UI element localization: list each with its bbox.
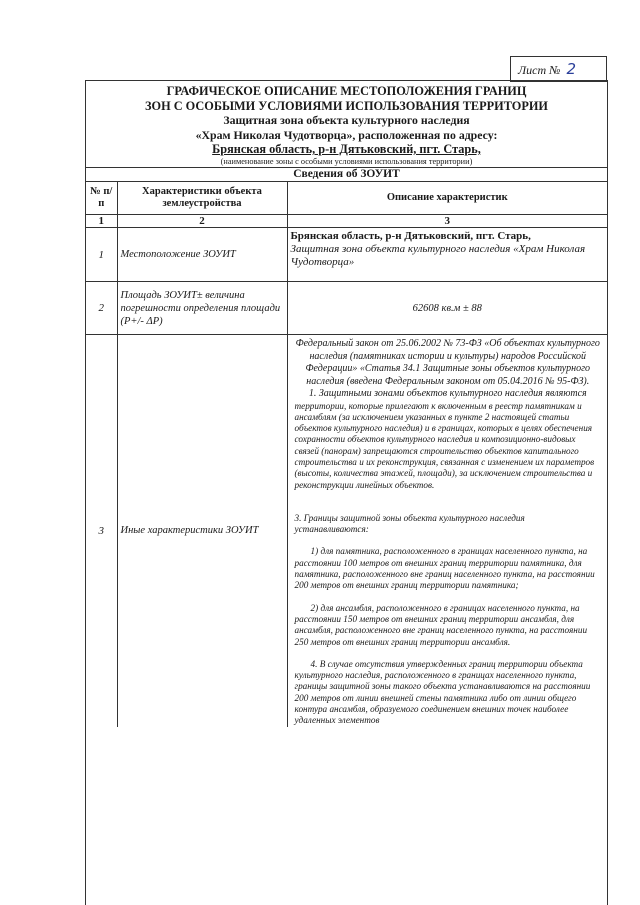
address: Брянская область, р-н Дятьковский, пгт. Старь,: [212, 142, 481, 156]
location-address: Брянская область, р-н Дятьковский, пгт. Старь,: [290, 230, 531, 242]
title-line-1: ГРАФИЧЕСКОЕ ОПИСАНИЕ МЕСТОПОЛОЖЕНИЯ ГРАНИЦ: [166, 84, 527, 98]
header-note: (наименование зоны с особыми условиями использования территории): [220, 157, 473, 166]
row-number: 1: [86, 228, 117, 282]
section-title: Сведения об ЗОУИТ: [86, 167, 607, 181]
row-name: Площадь ЗОУИТ± величина погрешности определения площади (P+/- ΔP): [117, 282, 287, 335]
row-number: 2: [86, 282, 117, 335]
table-row: [86, 282, 607, 335]
row-number: 3: [86, 335, 117, 727]
object-line: «Храм Николая Чудотворца», расположенная по адресу:: [195, 127, 498, 142]
table-row: [86, 228, 607, 282]
title-line-2: ЗОН С ОСОБЫМИ УСЛОВИЯМИ ИСПОЛЬЗОВАНИЯ ТЕРРИТОРИИ: [145, 98, 548, 113]
table-row: [86, 335, 607, 727]
col-header-description: Описание характеристик: [287, 182, 607, 215]
document-frame: [85, 80, 608, 905]
col-number-1: 1: [86, 215, 117, 228]
col-header-characteristic: Характеристики объекта землеустройства: [117, 182, 287, 215]
table-header-row: [86, 182, 607, 215]
paragraph-3-1: 1) для памятника, расположенного в границах населенного пункта, на расстоянии 100 метров от внешних границ территории памятника, для памятника, расположенного вне границ населенного пункта, на расстоянии 200 метров от внешних границ территории памятника;: [294, 546, 595, 591]
sheet-number: 2: [566, 60, 576, 78]
paragraph-3: 3. Границы защитной зоны объекта культурного наследия устанавливаются:: [294, 512, 525, 535]
col-number-3: 3: [287, 215, 607, 228]
sheet-number-box: [510, 56, 607, 82]
row-name: Иные характеристики ЗОУИТ: [117, 335, 287, 727]
row-name: Местоположение ЗОУИТ: [117, 228, 287, 282]
col-number-2: 2: [117, 215, 287, 228]
paragraph-3-2: 2) для ансамбля, расположенного в границах населенного пункта, на расстоянии 150 метров от внешних границ территории ансамбля, для ансамбля, расположенного вне границ населенного пункта, на расстоянии 250 метров от внешних границ территории ансамбля.: [294, 602, 588, 647]
col-header-number: № п/п: [86, 182, 117, 215]
paragraph-1-head: 1. Защитными зонами объектов культурного наследия являются: [308, 388, 587, 399]
law-reference: Федеральный закон от 25.06.2002 № 73-ФЗ «Об объектах культурного наследия (памятниках истории и культуры) народов Российской Федерации» «Статья 34.1 Защитные зоны объектов культурного наследия (введена Федеральным законом от 05.04.2016 № 95-ФЗ).: [295, 338, 600, 387]
zouit-table: [86, 181, 607, 727]
row-value: [287, 228, 607, 282]
column-number-row: [86, 215, 607, 228]
other-characteristics: [287, 335, 607, 727]
sheet-label: Лист №: [518, 63, 561, 77]
paragraph-4: 4. В случае отсутствия утвержденных границ территории объекта культурного наследия, расположенного в границах населенного пункта, границы защитной зоны такого объекта устанавливаются на расстоянии 200 метров от линии внешней стены памятника либо от линии общего контура ансамбля, образуемого соединением внешних точек наиболее удаленных элементов: [294, 658, 591, 726]
document-header: [86, 81, 607, 167]
zone-type: Защитная зона объекта культурного наследия: [223, 113, 470, 127]
paragraph-1-body: территории, которые прилегают к включенным в реестр памятникам и ансамблям (за исключением указанных в пункте 2 настоящей статьи объектов культурного наследия) и в границах, которых в целях обеспечения сохранности объектов культурного наследия и композиционно-видовых связей (панорам) запрещаются строительство объектов капитального строительства и их реконструкция, связанная с изменением их параметров (высоты, количества этажей, площади), за исключением строительства и реконструкции линейных объектов.: [294, 400, 595, 490]
location-zone: Защитная зона объекта культурного наследия «Храм Николая Чудотворца»: [290, 243, 586, 268]
area-value: 62608 кв.м ± 88: [287, 282, 607, 335]
